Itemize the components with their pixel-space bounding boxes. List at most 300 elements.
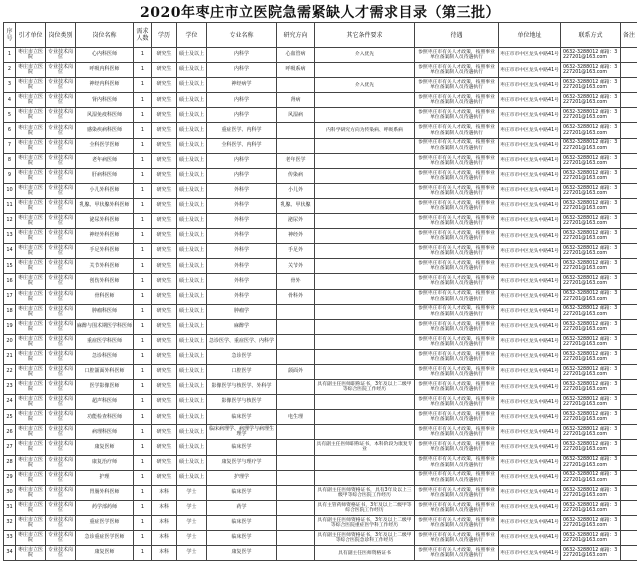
table-row (4, 334, 638, 349)
cell-degree: 硕士及以上 (177, 364, 207, 379)
cell-research-direction (277, 319, 315, 334)
cell-demand-count: 1 (134, 123, 152, 138)
cell-other-requirements (315, 455, 415, 470)
cell-note (621, 48, 638, 63)
cell-treatment: 参照枣庄市有关人才政策，按照事业单位备案制人员待遇执行 (415, 410, 499, 425)
cell-address: 枣庄市市中区龙头中路41号 (499, 455, 561, 470)
cell-major: 外科学 (207, 183, 277, 198)
cell-treatment: 参照枣庄市有关人才政策，按照事业单位备案制人员待遇执行 (415, 546, 499, 561)
table-row (4, 349, 638, 364)
cell-number: 30 (4, 485, 16, 500)
cell-number: 22 (4, 364, 16, 379)
cell-education: 研究生 (152, 455, 177, 470)
cell-demand-count: 1 (134, 48, 152, 63)
cell-address: 枣庄市市中区龙头中路41号 (499, 304, 561, 319)
cell-education: 研究生 (152, 334, 177, 349)
cell-note (621, 470, 638, 485)
cell-degree: 硕士及以上 (177, 123, 207, 138)
recruitment-table-container (3, 22, 637, 586)
cell-hospital: 枣庄市立医院 (16, 229, 46, 244)
cell-degree: 硕士及以上 (177, 229, 207, 244)
cell-degree: 硕士及以上 (177, 78, 207, 93)
cell-degree: 硕士及以上 (177, 48, 207, 63)
cell-number: 25 (4, 410, 16, 425)
table-row (4, 198, 638, 213)
cell-post-name: 肝病科医师 (76, 168, 134, 183)
cell-research-direction: 颌面外 (277, 364, 315, 379)
cell-category: 专业技术岗位 (46, 364, 76, 379)
cell-address: 枣庄市市中区龙头中路41号 (499, 229, 561, 244)
cell-post-name: 骨科医师 (76, 289, 134, 304)
cell-note (621, 531, 638, 546)
cell-note (621, 410, 638, 425)
cell-contact: 0632-3288012 邮箱：3227201@163.com (561, 485, 621, 500)
cell-major: 康复医学与理疗学 (207, 455, 277, 470)
cell-hospital: 枣庄市立医院 (16, 531, 46, 546)
cell-category: 专业技术岗位 (46, 531, 76, 546)
cell-hospital: 枣庄市立医院 (16, 183, 46, 198)
cell-hospital: 枣庄市立医院 (16, 259, 46, 274)
table-row (4, 425, 638, 440)
cell-other-requirements (315, 425, 415, 440)
cell-treatment: 参照枣庄市有关人才政策，按照事业单位备案制人员待遇执行 (415, 138, 499, 153)
cell-education: 研究生 (152, 440, 177, 455)
cell-research-direction: 手足外 (277, 244, 315, 259)
cell-education: 研究生 (152, 229, 177, 244)
cell-degree: 硕士及以上 (177, 108, 207, 123)
cell-hospital: 枣庄市立医院 (16, 470, 46, 485)
cell-other-requirements (315, 153, 415, 168)
cell-note (621, 515, 638, 530)
cell-other-requirements: 具有副主任医师资格证书，具有3年及以上三级甲等综合医院工作经历 (315, 485, 415, 500)
cell-treatment: 参照枣庄市有关人才政策，按照事业单位备案制人员待遇执行 (415, 123, 499, 138)
cell-demand-count: 1 (134, 138, 152, 153)
cell-degree: 硕士及以上 (177, 304, 207, 319)
cell-note (621, 425, 638, 440)
cell-hospital: 枣庄市立医院 (16, 364, 46, 379)
cell-major: 内科学 (207, 168, 277, 183)
cell-education: 研究生 (152, 319, 177, 334)
cell-major: 临床病理学、病理学与病理生理学 (207, 425, 277, 440)
table-body (4, 48, 638, 561)
cell-education: 研究生 (152, 410, 177, 425)
table-row (4, 274, 638, 289)
cell-treatment: 参照枣庄市有关人才政策，按照事业单位备案制人员待遇执行 (415, 198, 499, 213)
cell-number: 9 (4, 168, 16, 183)
table-row (4, 364, 638, 379)
cell-note (621, 546, 638, 561)
cell-other-requirements (315, 334, 415, 349)
cell-number: 28 (4, 455, 16, 470)
cell-research-direction (277, 500, 315, 515)
cell-number: 7 (4, 138, 16, 153)
cell-contact: 0632-3288012 邮箱：3227201@163.com (561, 63, 621, 78)
cell-demand-count: 1 (134, 485, 152, 500)
cell-contact: 0632-3288012 邮箱：3227201@163.com (561, 138, 621, 153)
cell-hospital: 枣庄市立医院 (16, 425, 46, 440)
cell-treatment: 参照枣庄市有关人才政策，按照事业单位备案制人员待遇执行 (415, 531, 499, 546)
cell-degree: 学士 (177, 485, 207, 500)
cell-treatment: 参照枣庄市有关人才政策，按照事业单位备案制人员待遇执行 (415, 319, 499, 334)
cell-treatment: 参照枣庄市有关人才政策，按照事业单位备案制人员待遇执行 (415, 93, 499, 108)
cell-contact: 0632-3288012 邮箱：3227201@163.com (561, 183, 621, 198)
cell-treatment: 参照枣庄市有关人才政策，按照事业单位备案制人员待遇执行 (415, 485, 499, 500)
cell-category: 专业技术岗位 (46, 455, 76, 470)
table-row (4, 63, 638, 78)
cell-demand-count: 1 (134, 334, 152, 349)
cell-address: 枣庄市市中区龙头中路41号 (499, 349, 561, 364)
cell-other-requirements (315, 198, 415, 213)
cell-address: 枣庄市市中区龙头中路41号 (499, 183, 561, 198)
cell-education: 研究生 (152, 289, 177, 304)
cell-other-requirements: 具有副主任医师资格证书，3年及以上二级甲等综合医院急诊科工作经历 (315, 531, 415, 546)
cell-hospital: 枣庄市立医院 (16, 108, 46, 123)
cell-major: 全科医学、内科学 (207, 138, 277, 153)
cell-demand-count: 1 (134, 440, 152, 455)
cell-education: 研究生 (152, 108, 177, 123)
cell-note (621, 380, 638, 395)
cell-other-requirements: 内科学研究方向为传染病、呼吸系病 (315, 123, 415, 138)
cell-demand-count: 1 (134, 319, 152, 334)
cell-note (621, 198, 638, 213)
cell-research-direction: 肾病 (277, 93, 315, 108)
cell-hospital: 枣庄市立医院 (16, 123, 46, 138)
cell-contact: 0632-3288012 邮箱：3227201@163.com (561, 198, 621, 213)
cell-education: 研究生 (152, 304, 177, 319)
cell-post-name: 医学影像医师 (76, 380, 134, 395)
table-row (4, 289, 638, 304)
cell-hospital: 枣庄市立医院 (16, 349, 46, 364)
cell-degree: 硕士及以上 (177, 153, 207, 168)
cell-contact: 0632-3288012 邮箱：3227201@163.com (561, 274, 621, 289)
table-row (4, 546, 638, 561)
cell-education: 研究生 (152, 78, 177, 93)
cell-hospital: 枣庄市立医院 (16, 319, 46, 334)
cell-category: 专业技术岗位 (46, 349, 76, 364)
cell-category: 专业技术岗位 (46, 259, 76, 274)
cell-education: 研究生 (152, 349, 177, 364)
cell-treatment: 参照枣庄市有关人才政策，按照事业单位备案制人员待遇执行 (415, 229, 499, 244)
cell-treatment: 参照枣庄市有关人才政策，按照事业单位备案制人员待遇执行 (415, 334, 499, 349)
cell-research-direction (277, 485, 315, 500)
cell-category: 专业技术岗位 (46, 515, 76, 530)
cell-number: 19 (4, 319, 16, 334)
cell-post-name: 重症医学医师 (76, 515, 134, 530)
cell-treatment: 参照枣庄市有关人才政策，按照事业单位备案制人员待遇执行 (415, 108, 499, 123)
cell-address: 枣庄市市中区龙头中路41号 (499, 425, 561, 440)
cell-major: 内科学 (207, 108, 277, 123)
cell-category: 专业技术岗位 (46, 108, 76, 123)
cell-major: 临床医学 (207, 515, 277, 530)
cell-post-name: 手足外科医师 (76, 244, 134, 259)
cell-treatment: 参照枣庄市有关人才政策，按照事业单位备案制人员待遇执行 (415, 440, 499, 455)
cell-research-direction (277, 470, 315, 485)
cell-research-direction: 关节外 (277, 259, 315, 274)
table-header-row (4, 23, 638, 48)
cell-major: 药学 (207, 500, 277, 515)
cell-major: 外科学 (207, 244, 277, 259)
cell-demand-count: 1 (134, 153, 152, 168)
cell-number: 15 (4, 259, 16, 274)
cell-post-name: 超声科医师 (76, 395, 134, 410)
cell-category: 专业技术岗位 (46, 470, 76, 485)
cell-research-direction: 心血管病 (277, 48, 315, 63)
cell-hospital: 枣庄市立医院 (16, 380, 46, 395)
column-header: 待遇 (415, 23, 499, 48)
column-header: 岗位名称 (76, 23, 134, 48)
cell-hospital: 枣庄市立医院 (16, 334, 46, 349)
cell-note (621, 153, 638, 168)
cell-post-name: 心内科医师 (76, 48, 134, 63)
cell-treatment: 参照枣庄市有关人才政策，按照事业单位备案制人员待遇执行 (415, 274, 499, 289)
cell-note (621, 93, 638, 108)
cell-contact: 0632-3288012 邮箱：3227201@163.com (561, 380, 621, 395)
cell-degree: 硕士及以上 (177, 425, 207, 440)
cell-category: 专业技术岗位 (46, 319, 76, 334)
cell-treatment: 参照枣庄市有关人才政策，按照事业单位备案制人员待遇执行 (415, 500, 499, 515)
cell-address: 枣庄市市中区龙头中路41号 (499, 214, 561, 229)
cell-other-requirements (315, 410, 415, 425)
cell-post-name: 呼吸内科医师 (76, 63, 134, 78)
cell-address: 枣庄市市中区龙头中路41号 (499, 198, 561, 213)
cell-research-direction (277, 531, 315, 546)
cell-category: 专业技术岗位 (46, 380, 76, 395)
cell-post-name: 老年病医师 (76, 153, 134, 168)
cell-note (621, 319, 638, 334)
cell-hospital: 枣庄市立医院 (16, 244, 46, 259)
cell-note (621, 214, 638, 229)
cell-treatment: 参照枣庄市有关人才政策，按照事业单位备案制人员待遇执行 (415, 153, 499, 168)
cell-address: 枣庄市市中区龙头中路41号 (499, 78, 561, 93)
cell-major: 影像医学与核医学、外科学 (207, 380, 277, 395)
cell-demand-count: 1 (134, 470, 152, 485)
cell-contact: 0632-3288012 邮箱：3227201@163.com (561, 259, 621, 274)
cell-research-direction: 电生理 (277, 410, 315, 425)
cell-other-requirements (315, 349, 415, 364)
cell-hospital: 枣庄市立医院 (16, 455, 46, 470)
cell-contact: 0632-3288012 邮箱：3227201@163.com (561, 48, 621, 63)
cell-post-name: 风湿免疫科医师 (76, 108, 134, 123)
cell-degree: 硕士及以上 (177, 455, 207, 470)
cell-hospital: 枣庄市立医院 (16, 93, 46, 108)
cell-major: 肿瘤学 (207, 304, 277, 319)
cell-note (621, 123, 638, 138)
cell-hospital: 枣庄市立医院 (16, 515, 46, 530)
cell-other-requirements (315, 364, 415, 379)
cell-number: 11 (4, 198, 16, 213)
cell-demand-count: 1 (134, 183, 152, 198)
cell-other-requirements (315, 229, 415, 244)
table-row (4, 108, 638, 123)
cell-other-requirements (315, 168, 415, 183)
cell-degree: 硕士及以上 (177, 274, 207, 289)
cell-degree: 硕士及以上 (177, 289, 207, 304)
column-header: 学位 (177, 23, 207, 48)
cell-major: 外科学 (207, 229, 277, 244)
cell-category: 专业技术岗位 (46, 244, 76, 259)
cell-post-name: 康复医师 (76, 440, 134, 455)
cell-other-requirements (315, 289, 415, 304)
cell-category: 专业技术岗位 (46, 334, 76, 349)
cell-education: 本科 (152, 485, 177, 500)
table-row (4, 123, 638, 138)
cell-category: 专业技术岗位 (46, 410, 76, 425)
cell-note (621, 259, 638, 274)
cell-number: 21 (4, 349, 16, 364)
cell-education: 本科 (152, 515, 177, 530)
cell-demand-count: 1 (134, 63, 152, 78)
cell-category: 专业技术岗位 (46, 48, 76, 63)
cell-contact: 0632-3288012 邮箱：3227201@163.com (561, 515, 621, 530)
table-row (4, 78, 638, 93)
cell-number: 18 (4, 304, 16, 319)
cell-contact: 0632-3288012 邮箱：3227201@163.com (561, 470, 621, 485)
cell-research-direction (277, 123, 315, 138)
cell-major: 内科学 (207, 153, 277, 168)
cell-degree: 硕士及以上 (177, 214, 207, 229)
cell-demand-count: 1 (134, 304, 152, 319)
cell-number: 23 (4, 380, 16, 395)
cell-degree: 硕士及以上 (177, 395, 207, 410)
cell-contact: 0632-3288012 邮箱：3227201@163.com (561, 500, 621, 515)
cell-note (621, 183, 638, 198)
cell-note (621, 138, 638, 153)
cell-number: 13 (4, 229, 16, 244)
cell-research-direction (277, 455, 315, 470)
cell-treatment: 参照枣庄市有关人才政策，按照事业单位备案制人员待遇执行 (415, 259, 499, 274)
recruitment-table (3, 22, 637, 561)
cell-treatment: 参照枣庄市有关人才政策，按照事业单位备案制人员待遇执行 (415, 349, 499, 364)
cell-category: 专业技术岗位 (46, 168, 76, 183)
cell-research-direction (277, 138, 315, 153)
cell-major: 神经病学 (207, 78, 277, 93)
cell-post-name: 泌尿外科医师 (76, 214, 134, 229)
cell-post-name: 神经内科医师 (76, 78, 134, 93)
cell-major: 外科学 (207, 274, 277, 289)
cell-category: 专业技术岗位 (46, 440, 76, 455)
cell-address: 枣庄市市中区龙头中路41号 (499, 319, 561, 334)
cell-education: 研究生 (152, 198, 177, 213)
cell-note (621, 440, 638, 455)
cell-address: 枣庄市市中区龙头中路41号 (499, 364, 561, 379)
cell-hospital: 枣庄市立医院 (16, 168, 46, 183)
cell-other-requirements (315, 214, 415, 229)
cell-demand-count: 1 (134, 259, 152, 274)
cell-other-requirements: 具有副主任医师职称证书，3年及以上二级甲等综合医院工作经历 (315, 380, 415, 395)
cell-category: 专业技术岗位 (46, 93, 76, 108)
cell-education: 本科 (152, 500, 177, 515)
cell-major: 急诊医学 (207, 349, 277, 364)
cell-research-direction: 呼吸系病 (277, 63, 315, 78)
column-header: 岗位类别 (46, 23, 76, 48)
cell-address: 枣庄市市中区龙头中路41号 (499, 500, 561, 515)
table-row (4, 304, 638, 319)
cell-contact: 0632-3288012 邮箱：3227201@163.com (561, 304, 621, 319)
cell-research-direction: 小儿外 (277, 183, 315, 198)
cell-degree: 硕士及以上 (177, 183, 207, 198)
cell-address: 枣庄市市中区龙头中路41号 (499, 410, 561, 425)
cell-category: 专业技术岗位 (46, 138, 76, 153)
cell-number: 33 (4, 531, 16, 546)
cell-hospital: 枣庄市立医院 (16, 485, 46, 500)
table-row (4, 93, 638, 108)
cell-other-requirements (315, 395, 415, 410)
cell-demand-count: 1 (134, 515, 152, 530)
cell-post-name: 康复治疗师 (76, 455, 134, 470)
cell-degree: 硕士及以上 (177, 93, 207, 108)
cell-demand-count: 1 (134, 395, 152, 410)
cell-research-direction: 泌尿外 (277, 214, 315, 229)
cell-note (621, 349, 638, 364)
cell-post-name: 功能检查科医师 (76, 410, 134, 425)
cell-contact: 0632-3288012 邮箱：3227201@163.com (561, 440, 621, 455)
cell-post-name: 神经外科医师 (76, 229, 134, 244)
cell-demand-count: 1 (134, 425, 152, 440)
cell-major: 内科学 (207, 48, 277, 63)
column-header: 单位地址 (499, 23, 561, 48)
cell-number: 17 (4, 289, 16, 304)
cell-post-name: 创伤外科医师 (76, 274, 134, 289)
cell-note (621, 108, 638, 123)
cell-major: 临床医学 (207, 531, 277, 546)
cell-hospital: 枣庄市立医院 (16, 289, 46, 304)
table-row (4, 244, 638, 259)
cell-major: 麻醉学 (207, 319, 277, 334)
cell-note (621, 395, 638, 410)
cell-education: 研究生 (152, 259, 177, 274)
cell-degree: 硕士及以上 (177, 440, 207, 455)
cell-note (621, 229, 638, 244)
cell-major: 内科学 (207, 93, 277, 108)
cell-address: 枣庄市市中区龙头中路41号 (499, 470, 561, 485)
cell-education: 研究生 (152, 380, 177, 395)
cell-degree: 硕士及以上 (177, 410, 207, 425)
cell-address: 枣庄市市中区龙头中路41号 (499, 168, 561, 183)
cell-note (621, 63, 638, 78)
cell-note (621, 455, 638, 470)
cell-hospital: 枣庄市立医院 (16, 440, 46, 455)
cell-research-direction (277, 349, 315, 364)
cell-education: 研究生 (152, 470, 177, 485)
cell-post-name: 急诊重症医学医师 (76, 531, 134, 546)
table-row (4, 183, 638, 198)
cell-education: 研究生 (152, 153, 177, 168)
cell-major: 外科学 (207, 289, 277, 304)
cell-category: 专业技术岗位 (46, 485, 76, 500)
cell-note (621, 274, 638, 289)
table-row (4, 500, 638, 515)
cell-address: 枣庄市市中区龙头中路41号 (499, 259, 561, 274)
cell-category: 专业技术岗位 (46, 214, 76, 229)
cell-address: 枣庄市市中区龙头中路41号 (499, 93, 561, 108)
table-row (4, 229, 638, 244)
cell-education: 研究生 (152, 274, 177, 289)
cell-hospital: 枣庄市立医院 (16, 198, 46, 213)
table-row (4, 455, 638, 470)
cell-other-requirements (315, 183, 415, 198)
column-header: 联系方式 (561, 23, 621, 48)
cell-number: 12 (4, 214, 16, 229)
cell-number: 26 (4, 425, 16, 440)
cell-research-direction: 传染病 (277, 168, 315, 183)
table-row (4, 48, 638, 63)
cell-treatment: 参照枣庄市有关人才政策，按照事业单位备案制人员待遇执行 (415, 425, 499, 440)
cell-post-name: 关节外科医师 (76, 259, 134, 274)
cell-major: 重症医学、内科学 (207, 123, 277, 138)
cell-contact: 0632-3288012 邮箱：3227201@163.com (561, 546, 621, 561)
cell-address: 枣庄市市中区龙头中路41号 (499, 395, 561, 410)
cell-contact: 0632-3288012 邮箱：3227201@163.com (561, 214, 621, 229)
